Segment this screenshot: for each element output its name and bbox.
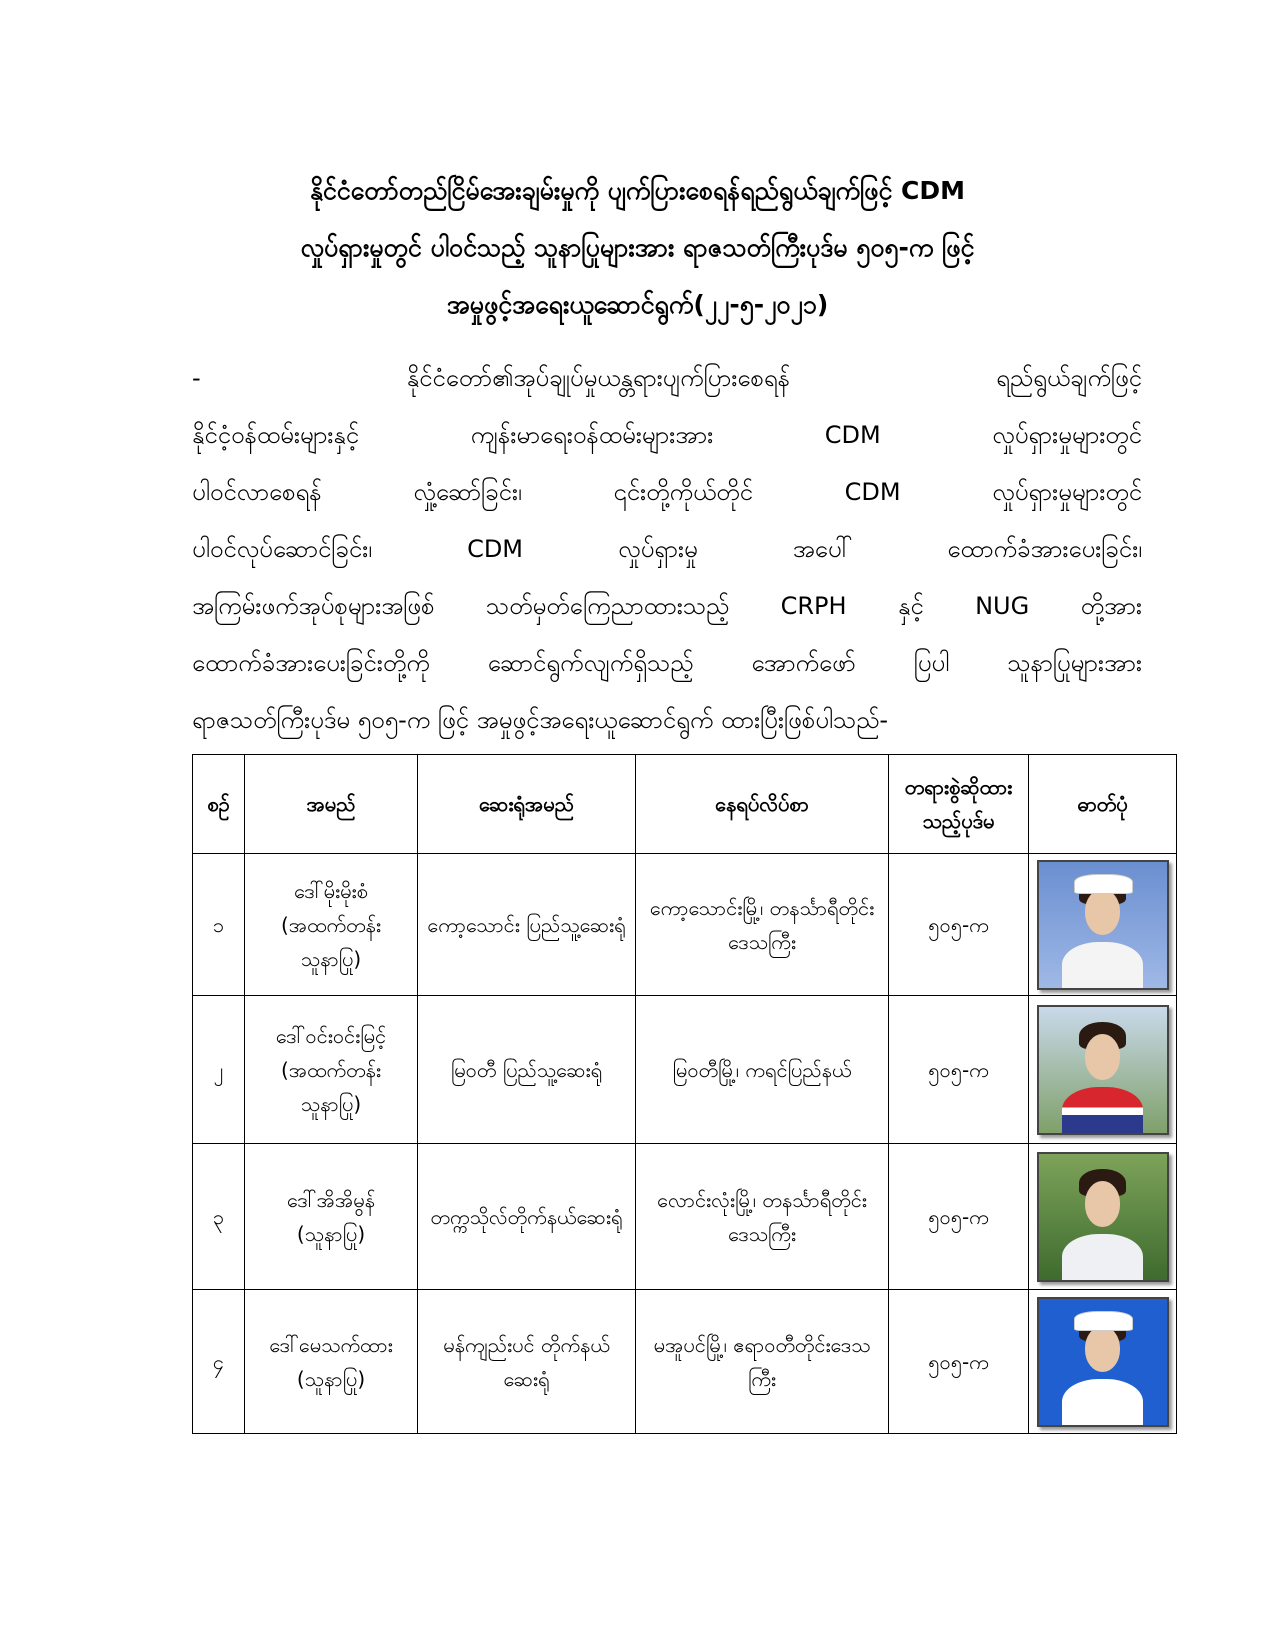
table-row	[193, 996, 1177, 1144]
cell-name: ဒေါ်ဝင်းဝင်းမြင့် (အထက်တန်း သူနာပြု)	[245, 996, 418, 1144]
cell-hospital: မြဝတီ ပြည်သူ့ဆေးရုံ	[418, 996, 636, 1144]
nurses-table	[192, 754, 1177, 1434]
title-line-2: လှုပ်ရှားမှုတွင် ပါဝင်သည့် သူနာပြုများအား ရာဇသတ်ကြီးပုဒ်မ ၅၀၅-က ဖြင့်	[300, 233, 975, 262]
cell-address: မြဝတီမြို့၊ ကရင်ပြည်နယ်	[636, 996, 889, 1144]
cell-hospital: မန်ကျည်းပင် တိုက်နယ်ဆေးရုံ	[418, 1290, 636, 1434]
table-row	[193, 854, 1177, 996]
cell-no: ၂	[193, 996, 245, 1144]
cell-photo	[1029, 1290, 1177, 1434]
paragraph-line: ထောက်ခံအားပေးခြင်းတို့ကို ဆောင်ရွက်လျက်ရှိသည့် အောက်ဖော် ပြပါ သူနာပြုများအား	[192, 649, 1142, 677]
paragraph-line: ပါဝင်လုပ်ဆောင်ခြင်း၊ CDM လှုပ်ရှားမှု အပေါ် ထောက်ခံအားပေးခြင်း၊	[192, 535, 1142, 563]
paragraph-line: ပါဝင်လာစေရန် လှုံ့ဆော်ခြင်း၊ ၎င်းတို့ကိုယ်တိုင် CDM လှုပ်ရှားမှုများတွင်	[192, 478, 1142, 506]
cell-address: မအူပင်မြို့၊ ဧရာဝတီတိုင်းဒေသကြီး	[636, 1290, 889, 1434]
header-section: တရားစွဲဆိုထား သည့်ပုဒ်မ	[889, 755, 1029, 854]
person-photo	[1037, 1297, 1169, 1427]
body-paragraph	[192, 350, 1142, 749]
cell-address: ကော့သောင်းမြို့၊ တနင်္သာရီတိုင်းဒေသကြီး	[636, 854, 889, 996]
cell-section: ၅၀၅-က	[889, 996, 1029, 1144]
paragraph-line: ရာဇသတ်ကြီးပုဒ်မ ၅၀၅-က ဖြင့် အမှုဖွင့်အရေးယူဆောင်ရွက် ထားပြီးဖြစ်ပါသည်-	[192, 706, 889, 734]
cell-section: ၅၀၅-က	[889, 1290, 1029, 1434]
cell-hospital: တက္ကသိုလ်တိုက်နယ်ဆေးရုံ	[418, 1144, 636, 1290]
cell-name: ဒေါ်မေသက်ထား (သူနာပြု)	[245, 1290, 418, 1434]
cell-name: ဒေါ်အိအိမွန် (သူနာပြု)	[245, 1144, 418, 1290]
cell-hospital: ကော့သောင်း ပြည်သူ့ဆေးရုံ	[418, 854, 636, 996]
header-address: နေရပ်လိပ်စာ	[636, 755, 889, 854]
title-line-1: နိုင်ငံတော်တည်ငြိမ်အေးချမ်းမှုကို ပျက်ပြားစေရန်ရည်ရွယ်ချက်ဖြင့် CDM	[309, 176, 966, 205]
table-header-row	[193, 755, 1177, 854]
cell-no: ၁	[193, 854, 245, 996]
person-photo	[1037, 1152, 1169, 1282]
table-row	[193, 1290, 1177, 1434]
cell-photo	[1029, 854, 1177, 996]
header-name: အမည်	[245, 755, 418, 854]
document-title	[150, 162, 1125, 333]
paragraph-line: - နိုင်ငံတော်၏အုပ်ချုပ်မှုယန္တရားပျက်ပြားစေရန် ရည်ရွယ်ချက်ဖြင့်	[192, 364, 1142, 392]
cell-name: ဒေါ်မိုးမိုးစံ (အထက်တန်း သူနာပြု)	[245, 854, 418, 996]
header-no: စဉ်	[193, 755, 245, 854]
paragraph-line: နိုင်ငံ့ဝန်ထမ်းများနှင့် ကျန်းမာရေးဝန်ထမ်းများအား CDM လှုပ်ရှားမှုများတွင်	[192, 421, 1142, 449]
person-photo	[1037, 860, 1169, 990]
cell-no: ၄	[193, 1290, 245, 1434]
table-row	[193, 1144, 1177, 1290]
header-photo: ဓာတ်ပုံ	[1029, 755, 1177, 854]
cell-photo	[1029, 996, 1177, 1144]
person-photo	[1037, 1005, 1169, 1135]
cell-section: ၅၀၅-က	[889, 854, 1029, 996]
paragraph-line: အကြမ်းဖက်အုပ်စုများအဖြစ် သတ်မှတ်ကြေညာထားသည့် CRPH နှင့် NUG တို့အား	[192, 592, 1142, 620]
cell-photo	[1029, 1144, 1177, 1290]
cell-section: ၅၀၅-က	[889, 1144, 1029, 1290]
cell-address: လောင်းလုံးမြို့၊ တနင်္သာရီတိုင်းဒေသကြီး	[636, 1144, 889, 1290]
cell-no: ၃	[193, 1144, 245, 1290]
title-line-3: အမှုဖွင့်အရေးယူဆောင်ရွက်(၂၂-၅-၂၀၂၁)	[446, 290, 829, 319]
header-hospital: ဆေးရုံအမည်	[418, 755, 636, 854]
